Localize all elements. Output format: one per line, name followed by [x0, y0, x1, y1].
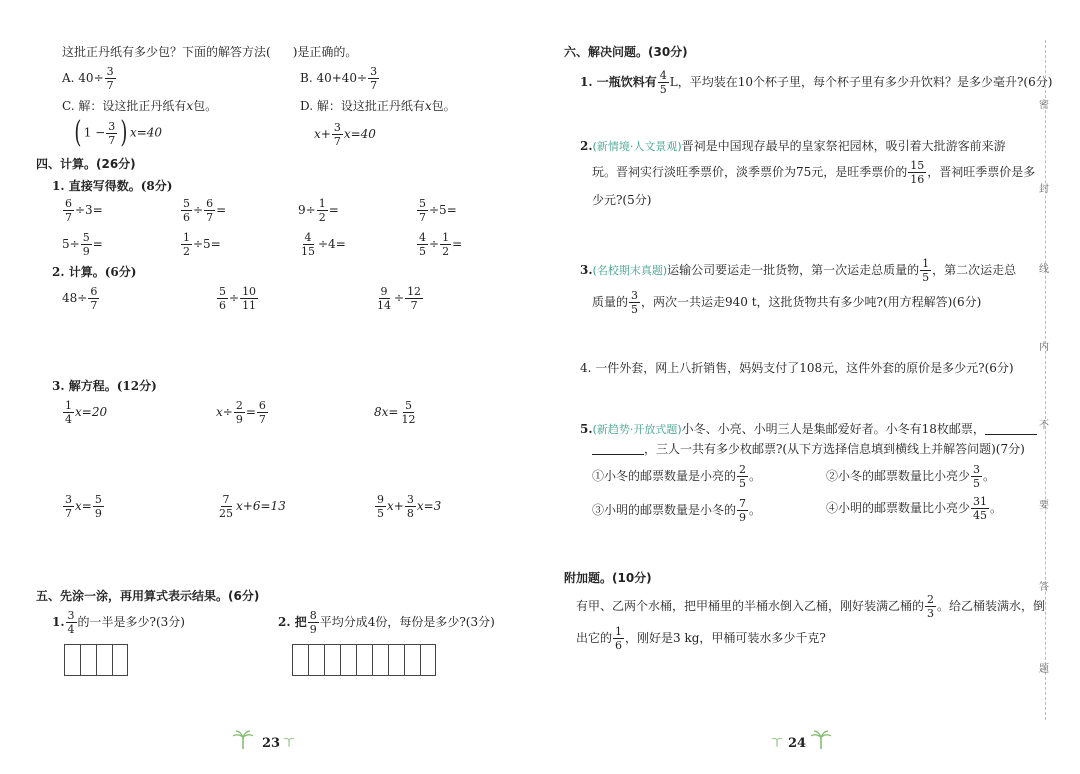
seal-char: 封	[1039, 184, 1049, 195]
seal-char: 线	[1039, 264, 1049, 275]
section5-q1: 1. $\frac{3}{4}$ 的一半是多少?(3分)	[52, 609, 185, 636]
grid-cell[interactable]	[80, 644, 96, 676]
q1-item-5: 5÷ $\frac{5}{9}$ =	[62, 231, 103, 258]
q1-title: 1. 直接写得数。(8分)	[52, 179, 173, 193]
grid-cell[interactable]	[404, 644, 420, 676]
info-1: ①小冬的邮票数量是小亮的 $\frac{2}{5}$ 。	[592, 463, 762, 490]
option-d: D. 解：设这批正丹纸有x包。	[300, 99, 456, 113]
right-page	[540, 0, 1080, 774]
section6-title: 六、解决问题。(30分)	[564, 45, 688, 59]
problem-3-line2: 质量的 $\frac{3}{5}$ ，两次一共运走940 t，这批货物共有多少吨?(用方程解答)(6分)	[592, 289, 982, 316]
option-c: C. 解：设这批正丹纸有x包。	[62, 99, 218, 113]
grid-nine-cells[interactable]	[292, 644, 436, 676]
q1-item-2: $\frac{5}{6}$ ÷ $\frac{6}{7}$ =	[183, 197, 227, 224]
grid-cell[interactable]	[64, 644, 80, 676]
problem-2-line1: 2.(新情境·人文景观)晋祠是中国现存最早的皇家祭祀园林，吸引着大批游客前来游	[580, 139, 1006, 153]
grid-cell[interactable]	[372, 644, 388, 676]
problem-2-line2: 玩。晋祠实行淡旺季票价，淡季票价为75元，是旺季票价的 $\frac{15}{16}$ ，晋祠旺季票价是多	[592, 159, 1036, 186]
bonus-title: 附加题。(10分)	[564, 571, 652, 585]
palm-icon	[232, 730, 254, 750]
seal-char: 题	[1039, 664, 1049, 675]
q3-item-5: $\frac{7}{25}$ x+6=13	[219, 493, 286, 520]
seal-char: 密	[1039, 100, 1049, 111]
q1-item-3: 9÷ $\frac{1}{2}$ =	[298, 197, 339, 224]
grid-cell[interactable]	[292, 644, 308, 676]
seal-line	[1045, 40, 1047, 720]
q1-item-8: $\frac{4}{5}$ ÷ $\frac{1}{2}$ =	[419, 231, 463, 258]
intro-question: 这批正丹纸有多少包？下面的解答方法( )是正确的。	[62, 45, 358, 59]
bonus-line1: 有甲、乙两个水桶，把甲桶里的半桶水倒入乙桶，刚好装满乙桶的 $\frac{2}{3}$ 。给乙桶装满水，倒	[576, 593, 1046, 620]
answer-blank-1[interactable]	[985, 422, 1037, 435]
q3-item-3: 8x= $\frac{5}{12}$	[374, 399, 416, 426]
q3-title: 3. 解方程。(12分)	[52, 379, 157, 393]
section4-title: 四、计算。(26分)	[36, 157, 136, 171]
q3-item-1: $\frac{1}{4}$ x=20	[65, 399, 108, 426]
grid-cell[interactable]	[96, 644, 112, 676]
q3-item-2: x÷ $\frac{2}{9}$ = $\frac{6}{7}$	[216, 399, 266, 426]
grid-four-cells[interactable]	[64, 644, 128, 676]
problem-3-line1: 3.(名校期末真题)运输公司要运走一批货物，第一次运走总质量的 $\frac{1}{5}$ ，第二次运走总	[580, 257, 1017, 284]
option-d-equation: x+ $\frac{3}{7}$ x=40	[314, 121, 376, 148]
seal-char: 答	[1039, 582, 1049, 593]
q2-item-1: 48÷ $\frac{6}{7}$	[62, 285, 98, 312]
grid-cell[interactable]	[388, 644, 404, 676]
q2-item-2: $\frac{5}{6}$ ÷ $\frac{10}{11}$	[219, 285, 257, 312]
page-number-right: 24	[788, 736, 807, 751]
option-b: B. 40+40÷ $\frac{3}{7}$	[300, 65, 378, 92]
seal-char: 要	[1039, 500, 1049, 511]
q2-item-3: $\frac{9}{14}$ ÷ $\frac{12}{7}$	[377, 285, 422, 312]
q3-item-6: $\frac{9}{5}$ x+ $\frac{3}{8}$ x=3	[377, 493, 442, 520]
info-4: ④小明的邮票数量比小亮少 $\frac{31}{45}$ 。	[826, 495, 1003, 522]
problem-2-line3: 少元?(5分)	[592, 193, 652, 207]
problem-5-line1: 5.(新趋势·开放式题)小冬、小亮、小明三人是集邮爱好者。小冬有18枚邮票，	[580, 422, 1037, 435]
option-c-equation: ( 1 − $\frac{3}{7}$ ) x=40	[74, 115, 163, 150]
page-number-left: 23	[262, 736, 281, 751]
q1-item-1: $\frac{6}{7}$ ÷3=	[65, 197, 103, 224]
section5-title: 五、先涂一涂，再用算式表示结果。(6分)	[36, 589, 260, 603]
grid-cell[interactable]	[308, 644, 324, 676]
option-a: A. 40÷ $\frac{3}{7}$	[62, 65, 114, 92]
answer-blank-2[interactable]	[592, 442, 644, 455]
grid-cell[interactable]	[340, 644, 356, 676]
section5-q2: 2. 把 $\frac{8}{9}$ 平均分成4份，每份是多少?(3分)	[278, 609, 495, 636]
grid-cell[interactable]	[420, 644, 436, 676]
q2-title: 2. 计算。(6分)	[52, 265, 137, 279]
problem-1: 1. 一瓶饮料有 $\frac{4}{5}$ L，平均装在10个杯子里，每个杯子里有多少升饮料？是多少毫升?(6分)	[580, 69, 1053, 96]
q1-item-7: $\frac{4}{15}$ ÷4=	[301, 231, 346, 258]
grid-cell[interactable]	[112, 644, 128, 676]
q1-item-4: $\frac{5}{7}$ ÷5=	[419, 197, 457, 224]
grid-cell[interactable]	[324, 644, 340, 676]
problem-4: 4. 一件外套，网上八折销售，妈妈支付了108元，这件外套的原价是多少元?(6分)	[580, 361, 1014, 375]
problem-5-line2: ，三人一共有多少枚邮票?(从下方选择信息填到横线上并解答问题)(7分)	[592, 442, 1025, 455]
info-2: ②小冬的邮票数量比小亮少 $\frac{3}{5}$ 。	[826, 463, 996, 490]
bonus-line2: 出它的 $\frac{1}{6}$ ，刚好是3 kg，甲桶可装水多少千克?	[576, 625, 826, 652]
info-3: ③小明的邮票数量是小冬的 $\frac{7}{9}$ 。	[592, 497, 762, 524]
grid-cell[interactable]	[356, 644, 372, 676]
q3-item-4: $\frac{3}{7}$ x= $\frac{5}{9}$	[65, 493, 102, 520]
palm-icon	[810, 730, 832, 750]
seal-char: 不	[1039, 420, 1049, 431]
sprout-icon	[282, 734, 296, 748]
sprout-icon	[770, 734, 784, 748]
q1-item-6: $\frac{1}{2}$ ÷5=	[183, 231, 221, 258]
seal-char: 内	[1039, 342, 1049, 353]
